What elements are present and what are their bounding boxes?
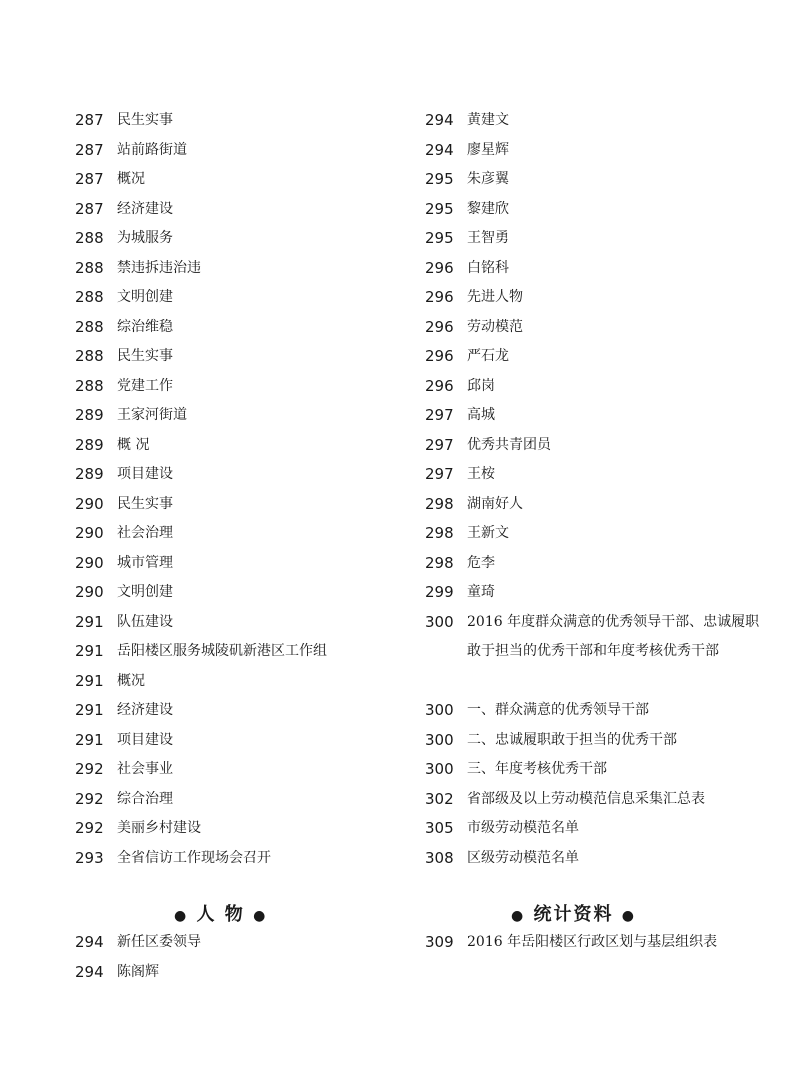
page-number: 292 [75,819,104,837]
page-number: 300 [425,760,454,778]
page-number: 289 [75,406,104,424]
entry-title: 市级劳动模范名单 [467,820,579,836]
entry-title: 二、忠诚履职敢于担当的优秀干部 [467,731,677,748]
page-number: 289 [75,435,104,454]
page-number: 291 [75,730,104,749]
entry-title: 民生实事 [117,495,173,512]
page-number: 298 [425,524,454,542]
entry-title: 童琦 [467,584,495,600]
entry-title: 经济建设 [117,200,173,217]
entry-title: 白铭科 [467,259,509,276]
page-number: 291 [75,671,104,690]
page-number: 298 [425,494,454,513]
page-number: 296 [425,258,454,277]
page-number: 298 [425,553,454,572]
entry-title: 区级劳动模范名单 [467,849,579,866]
page-number: 288 [75,347,104,365]
entry-title: 综治维稳 [117,318,173,335]
entry-title: 文明创建 [117,584,173,600]
bullet-icon: ● [253,908,268,924]
section-title: 人 物 [196,904,245,925]
page-number: 287 [75,199,104,218]
entry-title: 全省信访工作现场会召开 [117,849,271,866]
entry-title: 朱彦翼 [467,171,509,187]
page-number: 297 [425,435,454,454]
entry-title: 项目建设 [117,731,173,748]
entry-title: 民生实事 [117,348,173,364]
page-number: 297 [425,406,454,424]
entry-title: 城市管理 [117,554,173,571]
page-number: 287 [75,170,104,188]
page-number: 294 [75,933,104,951]
section-heading-statistics [511,903,636,928]
page-number: 289 [75,465,104,483]
page-number: 300 [425,612,454,631]
page-number: 296 [425,317,454,336]
entry-title: 王新文 [467,525,509,541]
entry-title: 王桉 [467,466,495,482]
page-number: 295 [425,170,454,188]
entry-title: 社会治理 [117,525,173,541]
entry-title: 概况 [117,672,145,689]
entry-title: 陈阁辉 [117,963,159,980]
page-number: 292 [75,760,104,778]
page-number: 295 [425,199,454,218]
page-number: 302 [425,789,454,808]
page-number: 296 [425,347,454,365]
entry-title: 三、年度考核优秀干部 [467,761,607,777]
entry-title: 概况 [117,171,145,187]
entry-title: 项目建设 [117,466,173,482]
entry-title: 文明创建 [117,289,173,305]
page-number: 287 [75,111,104,129]
entry-title: 邱岗 [467,377,495,394]
page-number: 287 [75,140,104,159]
page-number: 300 [425,701,454,719]
page-number: 288 [75,376,104,395]
page-number: 294 [75,962,104,981]
page-number: 309 [425,933,454,951]
entry-title: 为城服务 [117,230,173,246]
entry-title: 一、群众满意的优秀领导干部 [467,702,649,718]
page-number: 291 [75,642,104,660]
page-number: 290 [75,553,104,572]
page-number: 297 [425,465,454,483]
page-number: 288 [75,229,104,247]
entry-title: 新任区委领导 [117,934,201,950]
entry-title: 综合治理 [117,790,173,807]
entry-title: 湖南好人 [467,495,523,512]
entry-title: 王智勇 [467,230,509,246]
page-number: 296 [425,288,454,306]
bullet-icon: ● [174,908,189,924]
page-number: 294 [425,140,454,159]
entry-title: 危李 [467,554,495,571]
entry-title: 社会事业 [117,761,173,777]
page-number: 291 [75,612,104,631]
entry-title: 廖星辉 [467,141,509,158]
page-number: 296 [425,376,454,395]
page-number: 290 [75,494,104,513]
page-number: 290 [75,524,104,542]
page-number: 288 [75,258,104,277]
page-number: 293 [75,848,104,867]
page-number: 300 [425,730,454,749]
entry-title: 站前路街道 [117,141,187,158]
page-number: 290 [75,583,104,601]
entry-title: 高城 [467,407,495,423]
page-number: 288 [75,317,104,336]
entry-title: 岳阳楼区服务城陵矶新港区工作组 [117,643,327,659]
entry-title: 队伍建设 [117,613,173,630]
entry-title: 概 况 [117,436,150,453]
entry-title: 2016 年岳阳楼区行政区划与基层组织表 [467,934,718,950]
page-number: 308 [425,848,454,867]
entry-title: 劳动模范 [467,318,523,335]
page-number: 295 [425,229,454,247]
entry-title: 黄建文 [467,112,509,128]
page-number: 291 [75,701,104,719]
entry-title: 黎建欣 [467,200,509,217]
entry-title: 优秀共青团员 [467,436,551,453]
entry-title: 王家河街道 [117,407,187,423]
bullet-icon: ● [621,908,636,924]
page-number: 299 [425,583,454,601]
entry-title: 美丽乡村建设 [117,820,201,836]
bullet-icon: ● [511,908,526,924]
section-title: 统计资料 [533,904,614,925]
entry-title: 禁违拆违治违 [117,259,201,276]
entry-title: 先进人物 [467,289,523,305]
entry-title: 民生实事 [117,112,173,128]
page-number: 305 [425,819,454,837]
entry-title: 2016 年度群众满意的优秀领导干部、忠诚履职敢于担当的优秀干部和年度考核优秀干部 [467,613,760,659]
section-heading-people [174,903,267,928]
entry-title: 省部级及以上劳动模范信息采集汇总表 [467,790,705,807]
page-number: 292 [75,789,104,808]
page-number: 294 [425,111,454,129]
entry-title: 严石龙 [467,348,509,364]
entry-title: 党建工作 [117,377,173,394]
entry-title: 经济建设 [117,702,173,718]
page-number: 288 [75,288,104,306]
